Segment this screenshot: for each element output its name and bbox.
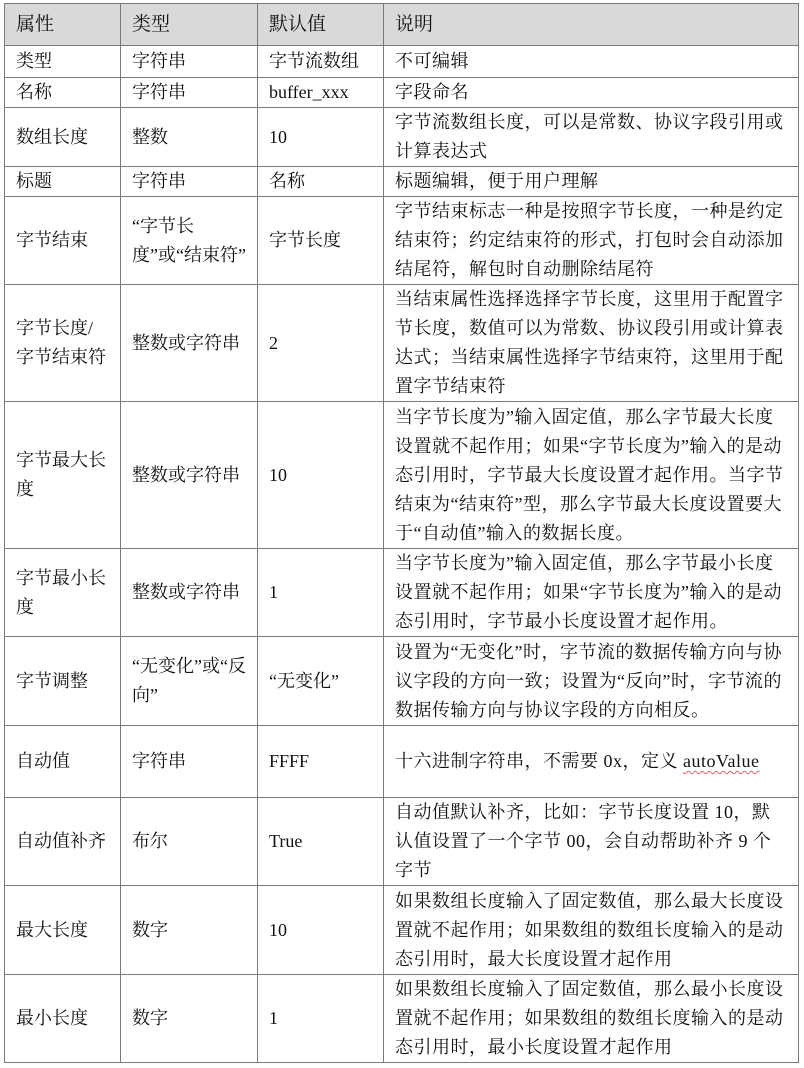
- cell-default: 10: [258, 108, 384, 167]
- cell-description: 当字节长度为”输入固定值，那么字节最小长度设置就不起作用；如果“字节长度为”输入的是动态引用时，字节最小长度设置才起作用。: [384, 549, 799, 637]
- cell-attribute: 最小长度: [5, 975, 121, 1063]
- cell-description: 如果数组长度输入了固定数值，那么最大长度设置就不起作用；如果数组的数组长度输入的是动态引用时，最大长度设置才起作用: [384, 886, 799, 975]
- header-description: 说明: [384, 4, 799, 46]
- cell-attribute: 自动值: [5, 726, 121, 798]
- cell-attribute: 字节最大长度: [5, 402, 121, 549]
- cell-description: 当结束属性选择选择字节长度，这里用于配置字节长度，数值可以为常数、协议段引用或计算表达式；当结束属性选择字节结束符，这里用于配置字节结束符: [384, 285, 799, 402]
- cell-description: 不可编辑: [384, 46, 799, 78]
- cell-type: “字节长度”或“结束符”: [121, 197, 258, 285]
- table-row: [5, 637, 799, 726]
- cell-attribute: 标题: [5, 167, 121, 197]
- cell-type: 整数或字符串: [121, 285, 258, 402]
- cell-attribute: 字节长度/字节结束符: [5, 285, 121, 402]
- cell-description: 自动值默认补齐，比如：字节长度设置 10，默认值设置了一个字节 00，会自动帮助补齐 9 个字节: [384, 798, 799, 886]
- cell-default: “无变化”: [258, 637, 384, 726]
- table-row: [5, 549, 799, 637]
- table-row: [5, 402, 799, 549]
- table-row: [5, 975, 799, 1063]
- table-row: [5, 798, 799, 886]
- table-row: [5, 78, 799, 108]
- cell-default: 1: [258, 549, 384, 637]
- cell-default: 字节长度: [258, 197, 384, 285]
- cell-description: 字节流数组长度，可以是常数、协议字段引用或计算表达式: [384, 108, 799, 167]
- cell-type: 整数或字符串: [121, 402, 258, 549]
- cell-default: 10: [258, 886, 384, 975]
- cell-type: 字符串: [121, 167, 258, 197]
- cell-attribute: 类型: [5, 46, 121, 78]
- cell-type: 字符串: [121, 726, 258, 798]
- cell-default: True: [258, 798, 384, 886]
- table-row: [5, 726, 799, 798]
- cell-attribute: 数组长度: [5, 108, 121, 167]
- cell-description: 字段命名: [384, 78, 799, 108]
- property-table: [4, 3, 799, 1063]
- cell-type: 布尔: [121, 798, 258, 886]
- cell-description: [384, 726, 799, 798]
- table-row: [5, 46, 799, 78]
- cell-type: 整数: [121, 108, 258, 167]
- cell-description: 当字节长度为”输入固定值，那么字节最大长度设置就不起作用；如果“字节长度为”输入的是动态引用时，字节最大长度设置才起作用。当字节结束为“结束符”型，那么字节最大长度设置要大于“自动值”输入的数据长度。: [384, 402, 799, 549]
- header-default: 默认值: [258, 4, 384, 46]
- cell-description: 如果数组长度输入了固定数值，那么最小长度设置就不起作用；如果数组的数组长度输入的是动态引用时，最小长度设置才起作用: [384, 975, 799, 1063]
- cell-default: buffer_xxx: [258, 78, 384, 108]
- table-row: [5, 285, 799, 402]
- cell-default: FFFF: [258, 726, 384, 798]
- cell-type: 字符串: [121, 46, 258, 78]
- cell-attribute: 名称: [5, 78, 121, 108]
- cell-attribute: 字节调整: [5, 637, 121, 726]
- cell-type: 整数或字符串: [121, 549, 258, 637]
- table-row: [5, 886, 799, 975]
- header-attribute: 属性: [5, 4, 121, 46]
- description-text: 十六进制字符串，不需要 0x，定义: [395, 751, 683, 771]
- cell-default: 字节流数组: [258, 46, 384, 78]
- cell-attribute: 字节结束: [5, 197, 121, 285]
- cell-attribute: 最大长度: [5, 886, 121, 975]
- header-type: 类型: [121, 4, 258, 46]
- cell-attribute: 自动值补齐: [5, 798, 121, 886]
- cell-default: 2: [258, 285, 384, 402]
- table-row: [5, 167, 799, 197]
- cell-description: 标题编辑，便于用户理解: [384, 167, 799, 197]
- spellcheck-flagged-term: autoValue: [683, 751, 760, 771]
- cell-attribute: 字节最小长度: [5, 549, 121, 637]
- cell-description: 字节结束标志一种是按照字节长度，一种是约定结束符；约定结束符的形式，打包时会自动添加结尾符，解包时自动删除结尾符: [384, 197, 799, 285]
- cell-default: 名称: [258, 167, 384, 197]
- cell-type: 数字: [121, 975, 258, 1063]
- cell-default: 10: [258, 402, 384, 549]
- cell-type: “无变化”或“反向”: [121, 637, 258, 726]
- table-row: [5, 108, 799, 167]
- table-header-row: [5, 4, 799, 46]
- cell-description: 设置为“无变化”时，字节流的数据传输方向与协议字段的方向一致；设置为“反向”时，字节流的数据传输方向与协议字段的方向相反。: [384, 637, 799, 726]
- table-row: [5, 197, 799, 285]
- cell-default: 1: [258, 975, 384, 1063]
- cell-type: 字符串: [121, 78, 258, 108]
- cell-type: 数字: [121, 886, 258, 975]
